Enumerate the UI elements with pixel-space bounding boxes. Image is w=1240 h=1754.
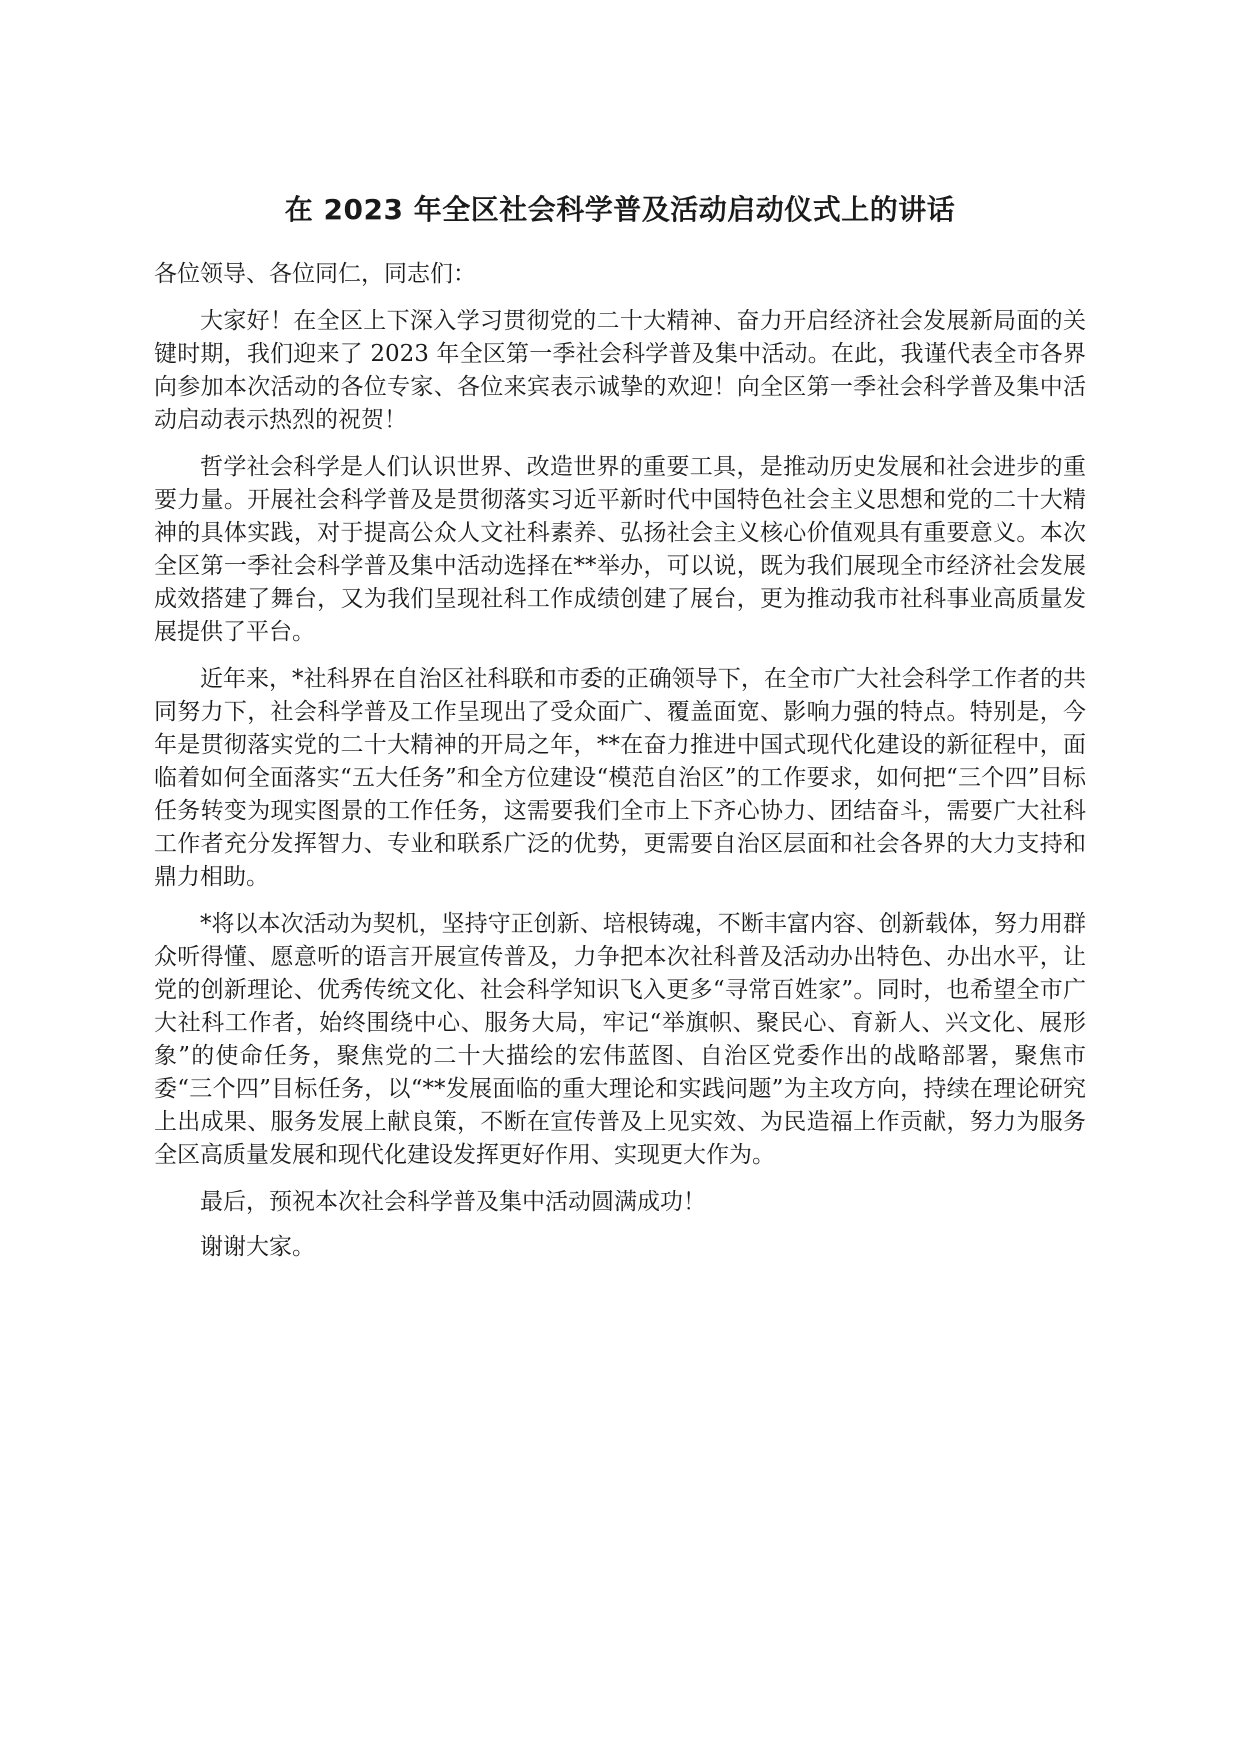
paragraph-closing-wish: 最后，预祝本次社会科学普及集中活动圆满成功！ xyxy=(200,1189,706,1215)
paragraph-significance: 哲学社会科学是人们认识世界、改造世界的重要工具，是推动历史发展和社会进步的重要力量。开展社会科学普及是贯彻落实习近平新时代中国特色社会主义思想和党的二十大精神的具体实践，对于提高公众人文社科素养、弘扬社会主义核心价值观具有重要意义。本次全区第一季社会科学普及集中活动选择在**举办，可以说，既为我们展现全市经济社会发展成效搭建了舞台，又为我们呈现社科工作成绩创建了展台，更为推动我市社科事业高质量发展提供了平台。 xyxy=(154,454,1086,645)
paragraph-thanks: 谢谢大家。 xyxy=(200,1234,315,1260)
document-title: 在 2023 年全区社会科学普及活动启动仪式上的讲话 xyxy=(284,193,956,226)
document-body xyxy=(154,258,1086,1276)
salutation: 各位领导、各位同仁，同志们： xyxy=(154,261,476,287)
paragraph-greeting: 大家好！在全区上下深入学习贯彻党的二十大精神、奋力开启经济社会发展新局面的关键时期，我们迎来了 2023 年全区第一季社会科学普及集中活动。在此，我谨代表全市各界向参加本次活动的各位专家、各位来宾表示诚挚的欢迎！向全区第一季社会科学普及集中活动启动表示热烈的祝贺！ xyxy=(154,308,1086,433)
paragraph-plans: *将以本次活动为契机，坚持守正创新、培根铸魂，不断丰富内容、创新载体，努力用群众听得懂、愿意听的语言开展宣传普及，力争把本次社科普及活动办出特色、办出水平，让党的创新理论、优秀传统文化、社会科学知识飞入更多“寻常百姓家”。同时，也希望全市广大社科工作者，始终围绕中心、服务大局，牢记“举旗帜、聚民心、育新人、兴文化、展形象”的使命任务，聚焦党的二十大描绘的宏伟蓝图、自治区党委作出的战略部署，聚焦市委“三个四”目标任务，以“**发展面临的重大理论和实践问题”为主攻方向，持续在理论研究上出成果、服务发展上献良策，不断在宣传普及上见实效、为民造福上作贡献，努力为服务全区高质量发展和现代化建设发挥更好作用、实现更大作为。 xyxy=(154,911,1086,1168)
paragraph-achievements: 近年来，*社科界在自治区社科联和市委的正确领导下，在全市广大社会科学工作者的共同努力下，社会科学普及工作呈现出了受众面广、覆盖面宽、影响力强的特点。特别是，今年是贯彻落实党的二十大精神的开局之年，**在奋力推进中国式现代化建设的新征程中，面临着如何全面落实“五大任务”和全方位建设“模范自治区”的工作要求，如何把“三个四”目标任务转变为现实图景的工作任务，这需要我们全市上下齐心协力、团结奋斗，需要广大社科工作者充分发挥智力、专业和联系广泛的优势，更需要自治区层面和社会各界的大力支持和鼎力相助。 xyxy=(154,666,1086,890)
